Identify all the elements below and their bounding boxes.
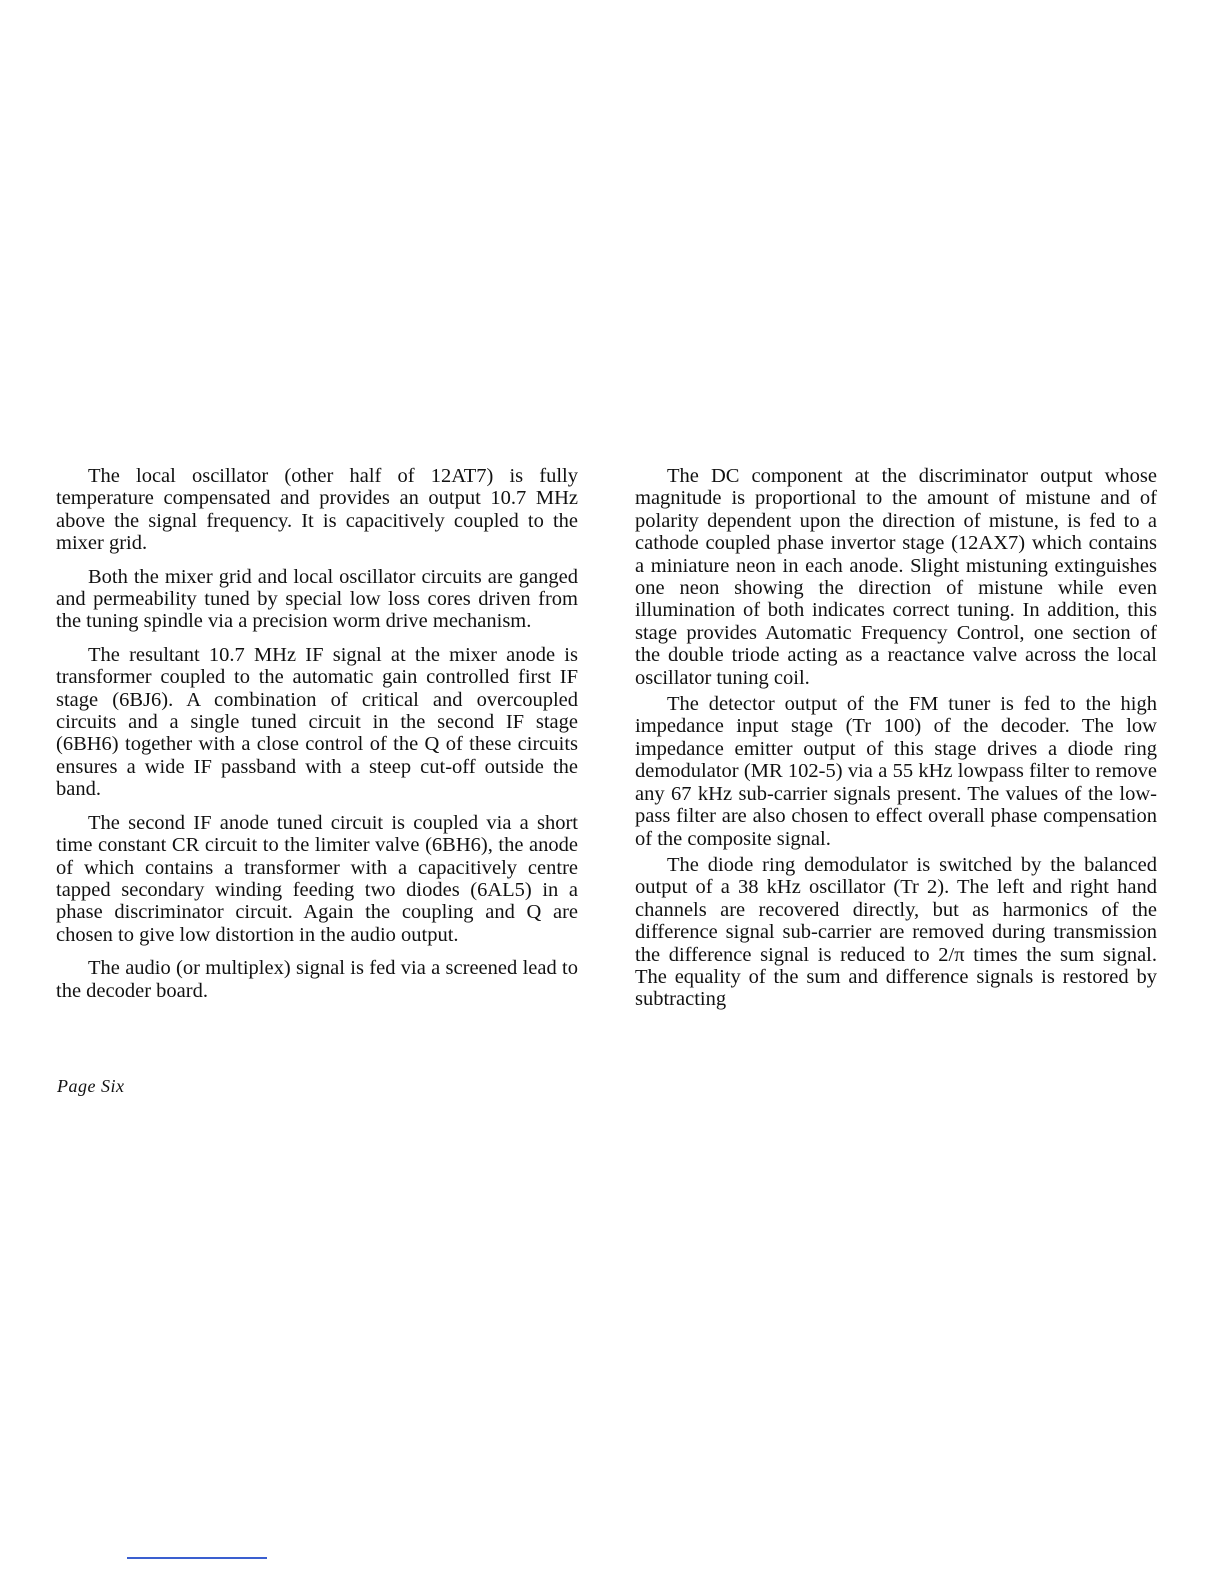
paragraph-dc-component: The DC component at the discriminator output whose magnitude is proportional to the amount of mistune and of polarity dependent upon the direction of mistune, is fed to a cathode coupled phase invertor stage (12AX7) which contains a miniature neon in each anode. Slight mistuning extinguishes one neon showing the direction of mistune while even illumination of both indicates correct tuning. In addition, this stage provides Automatic Frequency Control, one section of the double triode acting as a reactance valve across the local oscillator tuning coil. xyxy=(635,465,1157,689)
paragraph-second-if-anode: The second IF anode tuned circuit is coupled via a short time constant CR circuit to the limiter valve (6BH6), the anode of which contains a transformer with a capacitively centre tapped secondary winding feeding two diodes (6AL5) in a phase discriminator circuit. Again the coupling and Q are chosen to give low distortion in the audio output. xyxy=(56,811,578,946)
paragraph-detector-output: The detector output of the FM tuner is fed to the high impedance input stage (Tr 100) of the decoder. The low impedance emitter output of this stage drives a diode ring demodulator (MR 102-5) via a 55 kHz lowpass filter to remove any 67 kHz sub-carrier signals present. The values of the low-pass filter are also chosen to effect overall phase compensation of the composite signal. xyxy=(635,693,1157,850)
left-column xyxy=(56,465,578,1013)
paragraph-if-signal: The resultant 10.7 MHz IF signal at the mixer anode is transformer coupled to the automatic gain controlled first IF stage (6BJ6). A combination of critical and overcoupled circuits and a single tuned circuit in the second IF stage (6BH6) together with a close control of the Q of these circuits ensures a wide IF passband with a steep cut-off outside the band. xyxy=(56,643,578,801)
right-column xyxy=(635,465,1157,1015)
paragraph-local-oscillator: The local oscillator (other half of 12AT7) is fully temperature compensated and provides an output 10.7 MHz above the signal frequency. It is capacitively coupled to the mixer grid. xyxy=(56,465,578,555)
bottom-rule xyxy=(127,1557,267,1559)
page-number: Page Six xyxy=(57,1076,125,1096)
paragraph-audio-signal: The audio (or multiplex) signal is fed via a screened lead to the decoder board. xyxy=(56,957,578,1002)
paragraph-diode-ring: The diode ring demodulator is switched by the balanced output of a 38 kHz oscillator (Tr 2). The left and right hand channels are recovered directly, but as harmonics of the difference signal sub-carrier are removed during transmission the difference signal is reduced to 2/π times the sum signal. The equality of the sum and difference signals is restored by subtracting xyxy=(635,853,1157,1011)
paragraph-mixer-grid: Both the mixer grid and local oscillator circuits are ganged and permeability tuned by special low loss cores driven from the tuning spindle via a precision worm drive mechanism. xyxy=(56,565,578,633)
